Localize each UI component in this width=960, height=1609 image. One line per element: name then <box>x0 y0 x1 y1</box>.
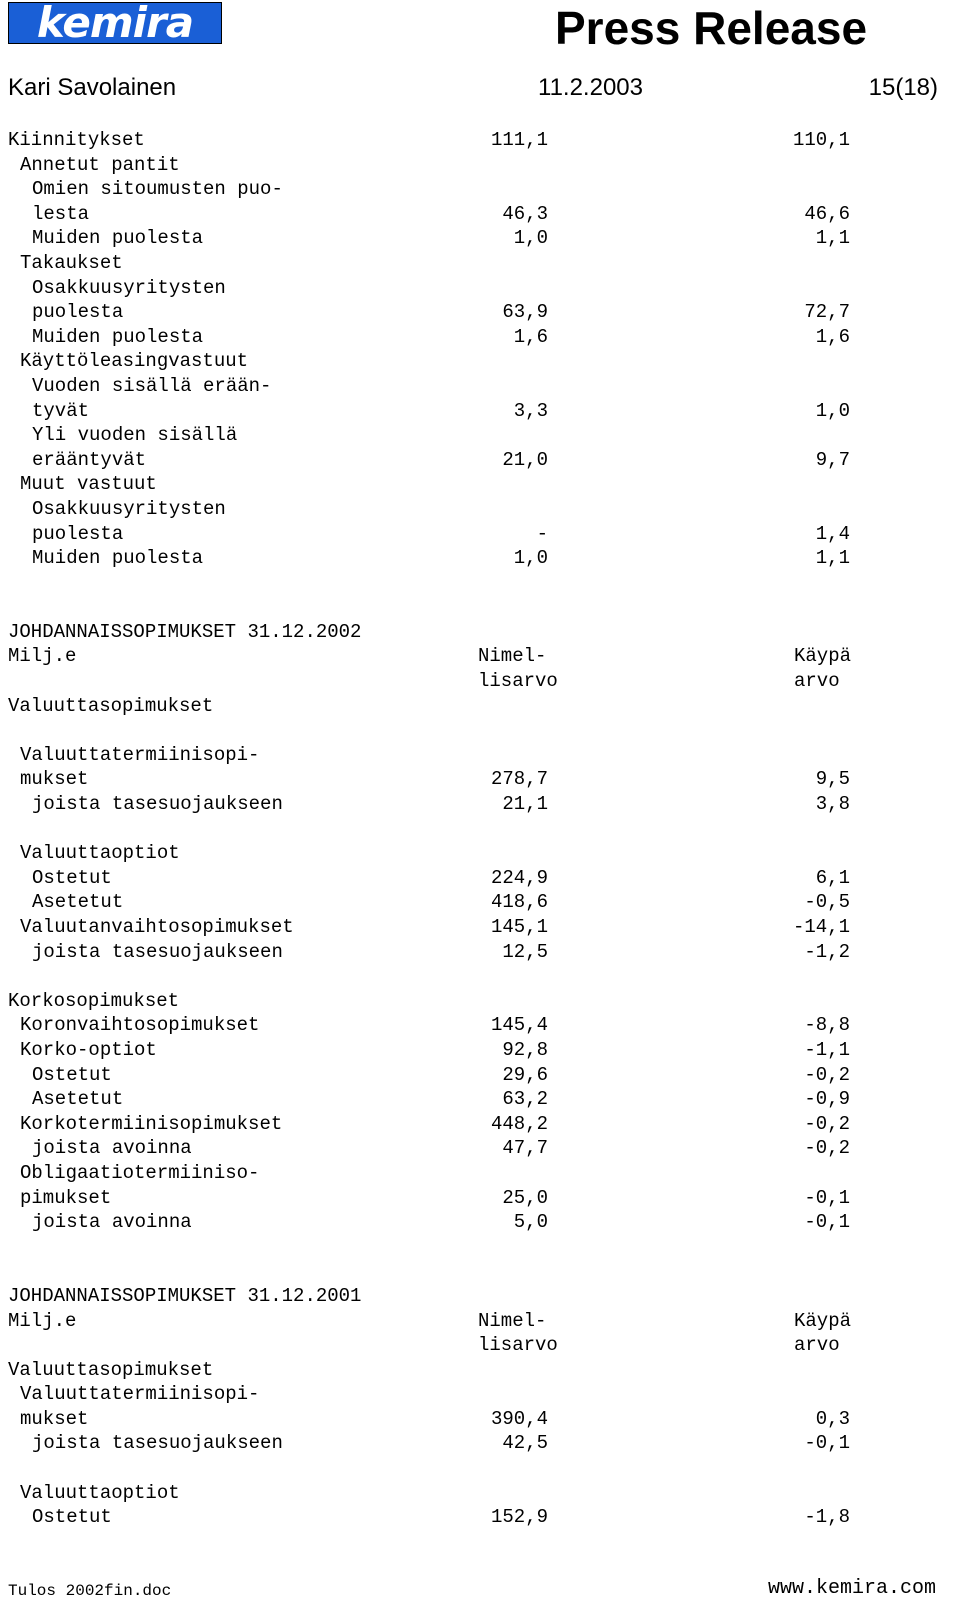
row-label: Asetetut <box>32 891 124 914</box>
value-col-1: 5,0 <box>513 1211 548 1234</box>
value-col-2: -0,2 <box>804 1063 850 1086</box>
page-title: Press Release <box>555 2 868 54</box>
header-fair-value: arvo <box>794 670 840 693</box>
value-col-1: 21,0 <box>502 448 548 471</box>
value-col-2: 9,5 <box>815 768 850 791</box>
value-col-1: 25,0 <box>502 1186 548 1209</box>
table-row <box>8 1481 948 1506</box>
value-col-1: - <box>536 522 548 545</box>
row-label: Koronvaihtosopimukset <box>20 1014 260 1037</box>
table-row <box>8 423 948 448</box>
value-col-1: 1,0 <box>513 227 548 250</box>
header-nominal: lisarvo <box>478 670 558 693</box>
row-label: Obligaatiotermiiniso- <box>20 1161 260 1184</box>
row-label: Ostetut <box>32 1063 112 1086</box>
page-number: 15(18) <box>868 74 938 101</box>
value-col-1: 12,5 <box>502 940 548 963</box>
value-col-2: 9,7 <box>815 448 850 471</box>
table-row <box>8 374 948 399</box>
value-col-2: -1,8 <box>804 1506 850 1529</box>
row-label: joista tasesuojaukseen <box>32 940 283 963</box>
row-label: Muiden puolesta <box>32 547 204 570</box>
value-col-1: 3,3 <box>513 399 548 422</box>
value-col-1: 1,0 <box>513 547 548 570</box>
row-label: Valuuttasopimukset <box>8 694 214 717</box>
table-row <box>8 153 948 178</box>
value-col-1: 448,2 <box>490 1112 548 1135</box>
header-nominal: Nimel- <box>478 1309 547 1332</box>
logo-text: kemira <box>36 0 194 47</box>
row-label: Muiden puolesta <box>32 325 204 348</box>
value-col-2: 1,4 <box>815 522 850 545</box>
value-col-1: 1,6 <box>513 325 548 348</box>
blank-row <box>8 964 948 989</box>
table-row <box>8 1136 948 1161</box>
value-col-2: 6,1 <box>815 866 850 889</box>
table-row <box>8 792 948 817</box>
value-col-1: 111,1 <box>490 129 548 151</box>
value-col-2: -0,2 <box>804 1137 850 1160</box>
table-row <box>8 1210 948 1235</box>
header-fair-value: arvo <box>794 1334 840 1357</box>
value-col-2: 72,7 <box>804 301 850 324</box>
table-row <box>8 940 948 965</box>
value-col-2: -0,1 <box>804 1211 850 1234</box>
table-row <box>8 890 948 915</box>
author: Kari Savolainen <box>8 74 177 101</box>
value-col-2: -0,1 <box>804 1186 850 1209</box>
row-label: JOHDANNAISSOPIMUKSET 31.12.2002 <box>8 620 362 643</box>
table-row <box>8 522 948 547</box>
table-row <box>8 767 948 792</box>
value-col-1: 145,1 <box>490 916 548 938</box>
blank-row <box>8 1456 948 1481</box>
financial-table <box>8 128 948 1530</box>
header-fair-value: Käypä <box>794 1309 852 1332</box>
row-label: Korko-optiot <box>20 1038 157 1061</box>
value-col-2: 0,3 <box>815 1407 850 1430</box>
table-row <box>8 202 948 227</box>
table-row <box>8 128 948 153</box>
row-label: erääntyvät <box>32 448 147 471</box>
row-label: Milj.e <box>8 645 77 668</box>
footer-website[interactable]: www.kemira.com <box>767 1577 936 1600</box>
row-label: Osakkuusyritysten <box>32 497 226 520</box>
row-label: Milj.e <box>8 1309 77 1332</box>
table-row <box>8 620 948 645</box>
table-row <box>8 1407 948 1432</box>
table-row <box>8 546 948 571</box>
table-row <box>8 1284 948 1309</box>
value-col-2: -0,1 <box>804 1432 850 1455</box>
value-col-1: 390,4 <box>490 1407 548 1430</box>
column-header-row <box>8 1333 948 1358</box>
table-row <box>8 448 948 473</box>
table-row <box>8 743 948 768</box>
value-col-2: -8,8 <box>804 1014 850 1037</box>
value-col-2: -0,9 <box>804 1088 850 1111</box>
table-row <box>8 177 948 202</box>
row-label: tyvät <box>32 399 90 422</box>
table-row <box>8 251 948 276</box>
blank-row <box>8 1235 948 1260</box>
table-row <box>8 1013 948 1038</box>
value-col-2: 1,0 <box>815 399 850 422</box>
value-col-2: 46,6 <box>804 202 850 225</box>
row-label: Käyttöleasingvastuut <box>20 350 249 373</box>
row-label: Kiinnitykset <box>8 129 145 151</box>
table-row <box>8 915 948 940</box>
row-label: Asetetut <box>32 1088 124 1111</box>
column-header-row <box>8 644 948 669</box>
value-col-1: 152,9 <box>490 1506 548 1529</box>
row-label: joista tasesuojaukseen <box>32 1432 283 1455</box>
value-col-1: 46,3 <box>502 202 548 225</box>
table-row <box>8 1112 948 1137</box>
release-date: 11.2.2003 <box>538 74 643 101</box>
row-label: Ostetut <box>32 866 112 889</box>
table-row <box>8 300 948 325</box>
table-row <box>8 472 948 497</box>
value-col-2: -0,2 <box>804 1112 850 1135</box>
row-label: pimukset <box>20 1186 112 1209</box>
value-col-1: 63,2 <box>502 1088 548 1111</box>
table-row <box>8 276 948 301</box>
table-row <box>8 1505 948 1530</box>
row-label: mukset <box>20 1407 89 1430</box>
row-label: Valuuttasopimukset <box>8 1358 214 1381</box>
kemira-logo <box>8 0 222 47</box>
table-row <box>8 399 948 424</box>
row-label: Muut vastuut <box>20 473 157 496</box>
table-row <box>8 349 948 374</box>
row-label: Valuuttatermiinisopi- <box>20 743 260 766</box>
value-col-1: 47,7 <box>502 1137 548 1160</box>
table-row <box>8 1358 948 1383</box>
value-col-2: 110,1 <box>792 129 850 151</box>
value-col-2: 3,8 <box>815 793 850 816</box>
header-nominal: lisarvo <box>478 1334 558 1357</box>
row-label: Valuuttaoptiot <box>20 1481 180 1504</box>
row-label: Vuoden sisällä erään- <box>32 374 272 397</box>
value-col-1: 278,7 <box>490 768 548 791</box>
table-row <box>8 1161 948 1186</box>
blank-row <box>8 718 948 743</box>
table-row <box>8 1431 948 1456</box>
column-header-row <box>8 1309 948 1334</box>
row-label: lesta <box>32 202 90 225</box>
value-col-2: 1,1 <box>815 547 850 570</box>
row-label: puolesta <box>32 522 124 545</box>
table-row <box>8 226 948 251</box>
value-col-1: 42,5 <box>502 1432 548 1455</box>
value-col-2: 1,6 <box>815 325 850 348</box>
table-row <box>8 1087 948 1112</box>
table-row <box>8 1186 948 1211</box>
table-row <box>8 497 948 522</box>
value-col-1: 145,4 <box>490 1014 548 1037</box>
row-label: joista tasesuojaukseen <box>32 793 283 816</box>
blank-row <box>8 571 948 596</box>
value-col-1: 92,8 <box>502 1038 548 1061</box>
table-row <box>8 1382 948 1407</box>
value-col-2: -1,2 <box>804 940 850 963</box>
table-row <box>8 841 948 866</box>
value-col-2: -0,5 <box>804 891 850 914</box>
value-col-2: 1,1 <box>815 227 850 250</box>
value-col-2: -1,1 <box>804 1038 850 1061</box>
row-label: joista avoinna <box>32 1137 192 1160</box>
row-label: Korkotermiinisopimukset <box>20 1112 283 1135</box>
column-header-row <box>8 669 948 694</box>
footer-filename: Tulos 2002fin.doc <box>8 1582 172 1600</box>
row-label: puolesta <box>32 301 124 324</box>
blank-row <box>8 1259 948 1284</box>
row-label: mukset <box>20 768 89 791</box>
row-label: Osakkuusyritysten <box>32 276 226 299</box>
row-label: joista avoinna <box>32 1211 192 1234</box>
row-label: Ostetut <box>32 1506 112 1529</box>
value-col-1: 224,9 <box>490 866 548 889</box>
value-col-2: -14,1 <box>792 916 850 938</box>
row-label: Muiden puolesta <box>32 227 204 250</box>
table-row <box>8 1063 948 1088</box>
table-row <box>8 694 948 719</box>
value-col-1: 63,9 <box>502 301 548 324</box>
table-row <box>8 1038 948 1063</box>
table-row <box>8 325 948 350</box>
header-fair-value: Käypä <box>794 645 852 668</box>
table-row <box>8 866 948 891</box>
header-nominal: Nimel- <box>478 645 547 668</box>
value-col-1: 21,1 <box>502 793 548 816</box>
row-label: Yli vuoden sisällä <box>32 424 238 447</box>
table-row <box>8 989 948 1014</box>
value-col-1: 29,6 <box>502 1063 548 1086</box>
row-label: JOHDANNAISSOPIMUKSET 31.12.2001 <box>8 1284 362 1307</box>
row-label: Takaukset <box>20 251 123 274</box>
blank-row <box>8 817 948 842</box>
row-label: Valuuttaoptiot <box>20 842 180 865</box>
row-label: Annetut pantit <box>20 153 180 176</box>
value-col-1: 418,6 <box>490 891 548 914</box>
row-label: Omien sitoumusten puo- <box>32 178 283 201</box>
row-label: Valuutanvaihtosopimukset <box>20 916 294 938</box>
row-label: Valuuttatermiinisopi- <box>20 1383 260 1406</box>
blank-row <box>8 595 948 620</box>
row-label: Korkosopimukset <box>8 989 180 1012</box>
